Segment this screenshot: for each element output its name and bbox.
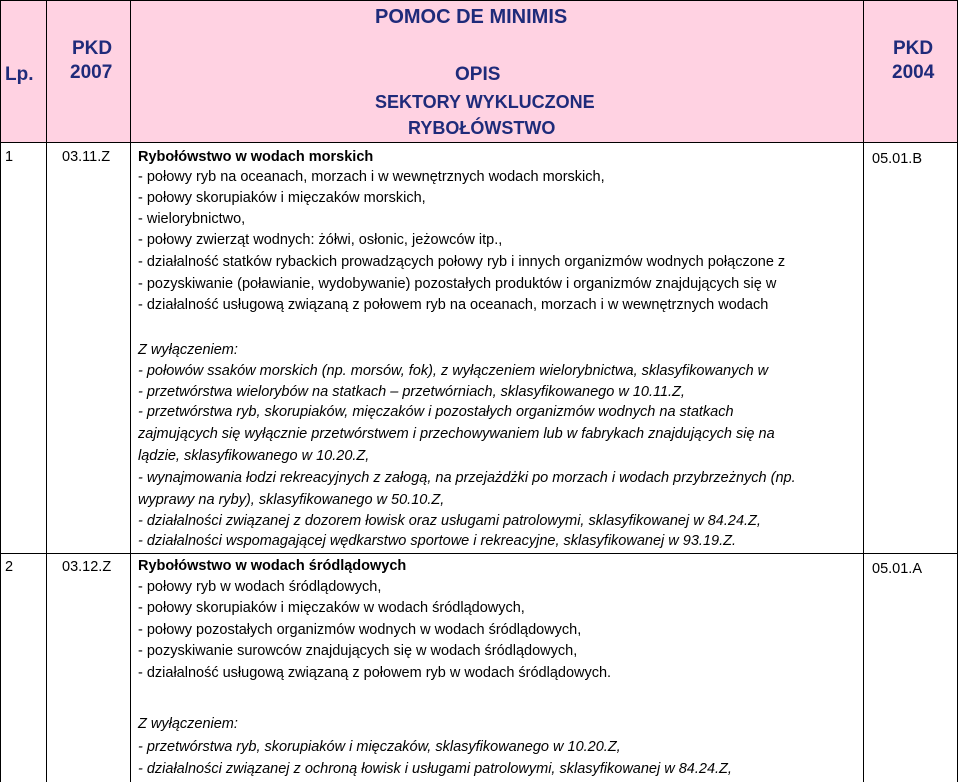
exclusion-item: - wynajmowania łodzi rekreacyjnych z załogą, na przejażdżki po morzach i wodach przybrzeżnych (np. <box>138 470 796 486</box>
col-divider <box>863 0 864 782</box>
exclusion-item: - przetwórstwa wielorybów na statkach – przetwórniach, sklasyfikowanego w 10.11.Z, <box>138 384 685 400</box>
header-pkd2007-year: 2007 <box>70 62 113 83</box>
row-pkd2007: 03.12.Z <box>62 559 112 575</box>
exclusion-heading: Z wyłączeniem: <box>138 342 238 358</box>
list-item: - połowy skorupiaków i mięczaków morskich, <box>138 190 426 206</box>
list-item: - pozyskiwanie (poławianie, wydobywanie) pozostałych produktów i organizmów znajdujących się w <box>138 276 777 292</box>
header-divider <box>0 142 958 143</box>
exclusion-item: - przetwórstwa ryb, skorupiaków, mięczaków i pozostałych organizmów wodnych na statkach <box>138 404 734 420</box>
row-pkd2004: 05.01.B <box>872 151 922 167</box>
header-opis: OPIS <box>455 64 501 85</box>
list-item: - połowy pozostałych organizmów wodnych w wodach śródlądowych, <box>138 622 582 638</box>
header-pkd2004-label: PKD <box>893 38 934 59</box>
row-pkd2004: 05.01.A <box>872 561 922 577</box>
exclusion-item: lądzie, sklasyfikowanego w 10.20.Z, <box>138 448 370 464</box>
row-pkd2007: 03.11.Z <box>62 149 111 165</box>
exclusion-item: - przetwórstwa ryb, skorupiaków i mięczaków, sklasyfikowanego w 10.20.Z, <box>138 739 621 755</box>
list-item: - działalność statków rybackich prowadzących połowy ryb i innych organizmów wodnych połączone z <box>138 254 786 270</box>
header-lp: Lp. <box>5 64 34 85</box>
header-pkd2007-label: PKD <box>72 38 113 59</box>
list-item: - połowy skorupiaków i mięczaków w wodach śródlądowych, <box>138 600 525 616</box>
list-item: - połowy ryb na oceanach, morzach i w wewnętrznych wodach morskich, <box>138 169 605 185</box>
list-item: - połowy ryb w wodach śródlądowych, <box>138 579 382 595</box>
exclusion-item: - działalności związanej z dozorem łowisk oraz usługami patrolowymi, sklasyfikowanej w 84.24.Z, <box>138 513 761 529</box>
col-divider <box>0 0 1 782</box>
exclusion-heading: Z wyłączeniem: <box>138 716 238 732</box>
exclusion-item: - działalności wspomagającej wędkarstwo sportowe i rekreacyjne, sklasyfikowanej w 93.19.Z. <box>138 533 736 549</box>
exclusion-item: - działalności związanej z ochroną łowisk i usługami patrolowymi, sklasyfikowanej w 84.24.Z, <box>138 761 732 777</box>
exclusion-item: - połowów ssaków morskich (np. morsów, fok), z wyłączeniem wielorybnictwa, sklasyfikowanych w <box>138 363 769 379</box>
list-item: - działalność usługową związaną z połowem ryb w wodach śródlądowych. <box>138 665 612 681</box>
row-title: Rybołówstwo w wodach śródlądowych <box>138 558 407 574</box>
row-title: Rybołówstwo w wodach morskich <box>138 149 374 165</box>
header-subtitle-fishery: RYBOŁÓWSTWO <box>408 118 556 138</box>
header-subtitle-sectors: SEKTORY WYKLUCZONE <box>375 92 595 112</box>
page-title: POMOC DE MINIMIS <box>375 6 568 28</box>
list-item: - wielorybnictwo, <box>138 211 246 227</box>
col-divider <box>957 0 958 782</box>
list-item: - działalność usługową związaną z połowem ryb na oceanach, morzach i w wewnętrznych wodach <box>138 297 769 313</box>
row-lp: 2 <box>5 559 14 575</box>
col-divider <box>130 0 131 782</box>
list-item: - połowy zwierząt wodnych: żółwi, osłonic, jeżowców itp., <box>138 232 503 248</box>
top-border <box>0 0 958 1</box>
row-lp: 1 <box>5 149 14 165</box>
row-divider <box>0 553 958 554</box>
list-item: - pozyskiwanie surowców znajdujących się w wodach śródlądowych, <box>138 643 578 659</box>
col-divider <box>46 0 47 782</box>
header-pkd2004-year: 2004 <box>892 62 935 83</box>
exclusion-item: zajmujących się wyłącznie przetwórstwem i przechowywaniem lub w fabrykach znajdujących się na <box>138 426 775 442</box>
exclusion-item: wyprawy na ryby), sklasyfikowanego w 50.10.Z, <box>138 492 445 508</box>
